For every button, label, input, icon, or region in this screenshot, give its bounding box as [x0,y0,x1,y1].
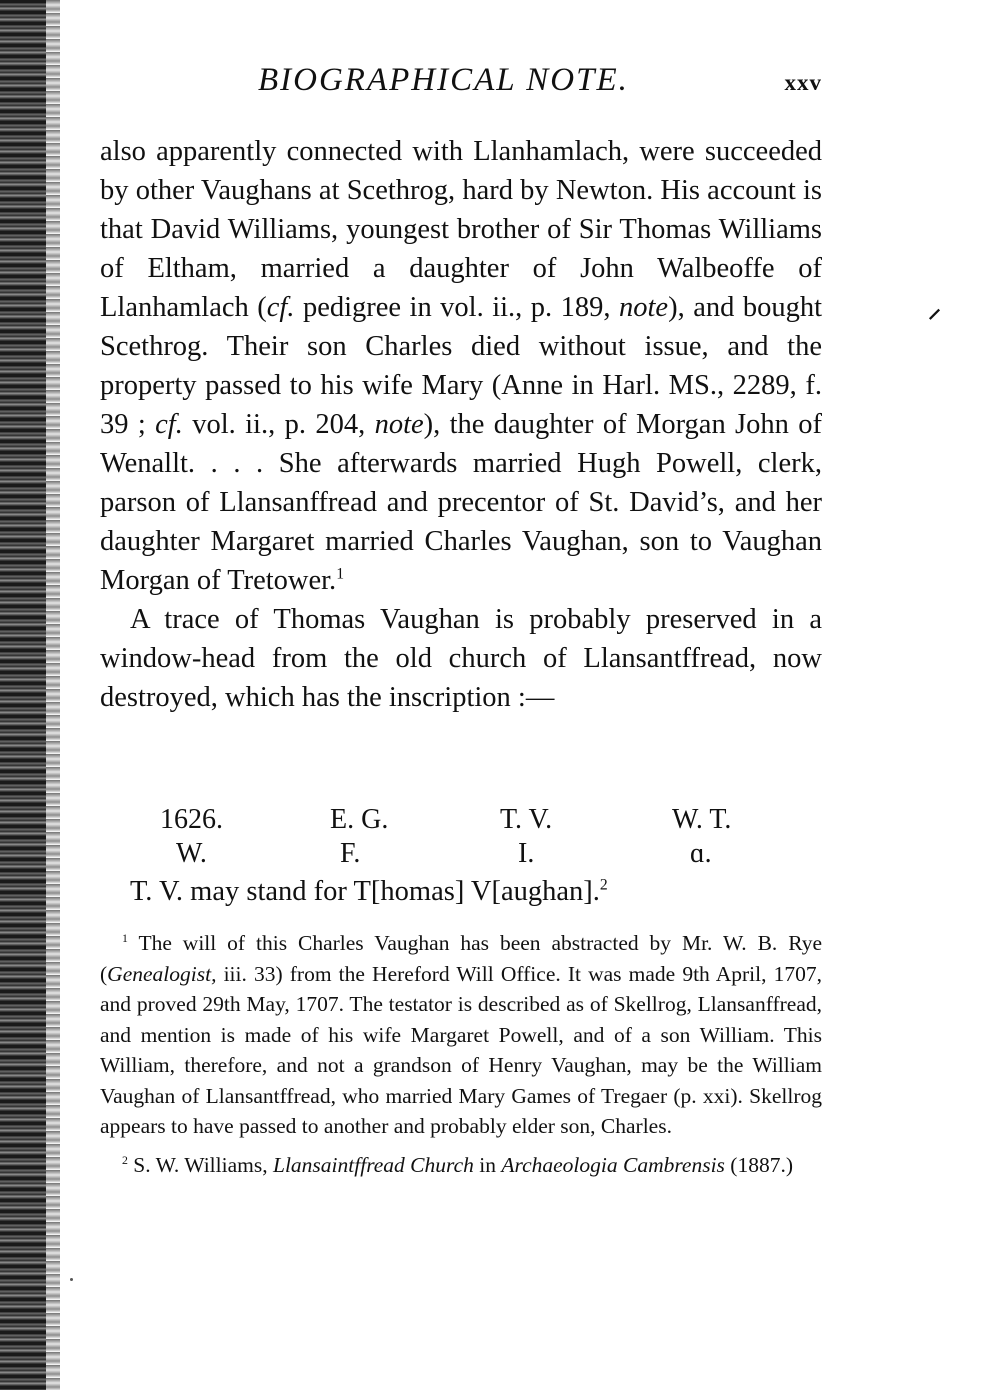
inscription-cell: W. T. [672,804,732,835]
inscription-cell: T. V. [500,804,553,835]
main-text [100,132,822,717]
footnote-2 [100,1150,822,1181]
footnote-ref-2: 2 [599,876,608,894]
inscription-row-2 [160,838,780,872]
footnote-marker: 2 [122,1152,128,1167]
paragraph-1 [100,132,822,600]
italic-note: note [619,292,669,323]
inscription-cell: ɑ. [690,838,712,869]
italic-cf: cf. [266,292,295,323]
inscription-cell: 1626. [160,804,223,835]
text-run: iii. 33) from the Hereford Will Office. It was made 9th April, 1707, and proved 29th May, 1707. The testator is described as of Skellrog, Llansanffread, and mention is made of his wife Margaret Powell, and of a son William. This William, therefore, and not a grandson of Henry Vaughan, may be the William Vaughan of Llansantffread, who married Mary Games of Tregaer (p. xxi). Skellrog appears to have passed to another and probably elder son, Charles. [100,961,822,1138]
inscription-cell: W. [176,838,207,869]
paragraph-2: A trace of Thomas Vaughan is probably preserved in a window-head from the old church of Llansantffread, now destroyed, which has the inscription :— [100,604,822,713]
text-run: pedigree in vol. ii., p. 189, [294,292,620,323]
footnote-1 [100,928,822,1142]
text-run: T. V. may stand for T[homas] V[aughan]. [130,876,600,907]
page-header [100,62,822,106]
text-run: in [473,1152,502,1177]
inscription-row-1 [160,804,780,838]
footnote-ref-1: 1 [336,565,345,583]
footnotes [100,928,822,1180]
text-run: ), the daughter of Morgan John of Wenallt. . . . She afterwards married Hugh Powell, clerk, parson of Llansanffread and precentor of St. David’s, and her daughter Margaret married Charles Vaughan, son to Vaughan Morgan of Tretower. [100,409,822,596]
inscription-cell: I. [518,838,535,869]
italic-cf: cf. [155,409,183,440]
text-run: also apparently connected with Llanhamlach, were succeeded by other Vaughans at Scethrog, hard by Newton. His account is that David Williams, youngest brother of Sir Thomas Williams of Eltham, married a daughter of John Walbeoffe of Llanhamlach ( [100,136,822,323]
text-run: The will of this Charles Vaughan has been abstracted by Mr. W. B. Rye ( [100,931,822,986]
inscription-cell: F. [340,838,361,869]
text-run: S. W. Williams, [127,1152,273,1177]
margin-ink-mark: ⸍ [928,305,942,334]
inscription-cell: E. G. [330,804,389,835]
text-run: (1887.) [724,1152,793,1177]
book-spine-shadow [0,0,46,1390]
text-run: ), and bought Scethrog. Their son Charles died without issue, and the property passed to his wife Mary (Anne in Harl. MS., 2289, f. 39 ; [100,292,822,440]
footnote-marker: 1 [122,930,128,945]
italic-title: Llansaintffread Church [273,1152,474,1177]
inscription-block [160,804,780,872]
page-number: xxv [784,70,822,95]
tv-line [130,876,608,908]
italic-title: Genealogist, [107,961,217,986]
italic-note: note [374,409,424,440]
running-title: BIOGRAPHICAL NOTE. [258,62,629,98]
italic-title: Archaeologia Cambrensis [501,1152,725,1177]
page-gutter-edge [46,0,60,1390]
text-run: vol. ii., p. 204, [182,409,375,440]
ink-speck [70,1278,73,1281]
